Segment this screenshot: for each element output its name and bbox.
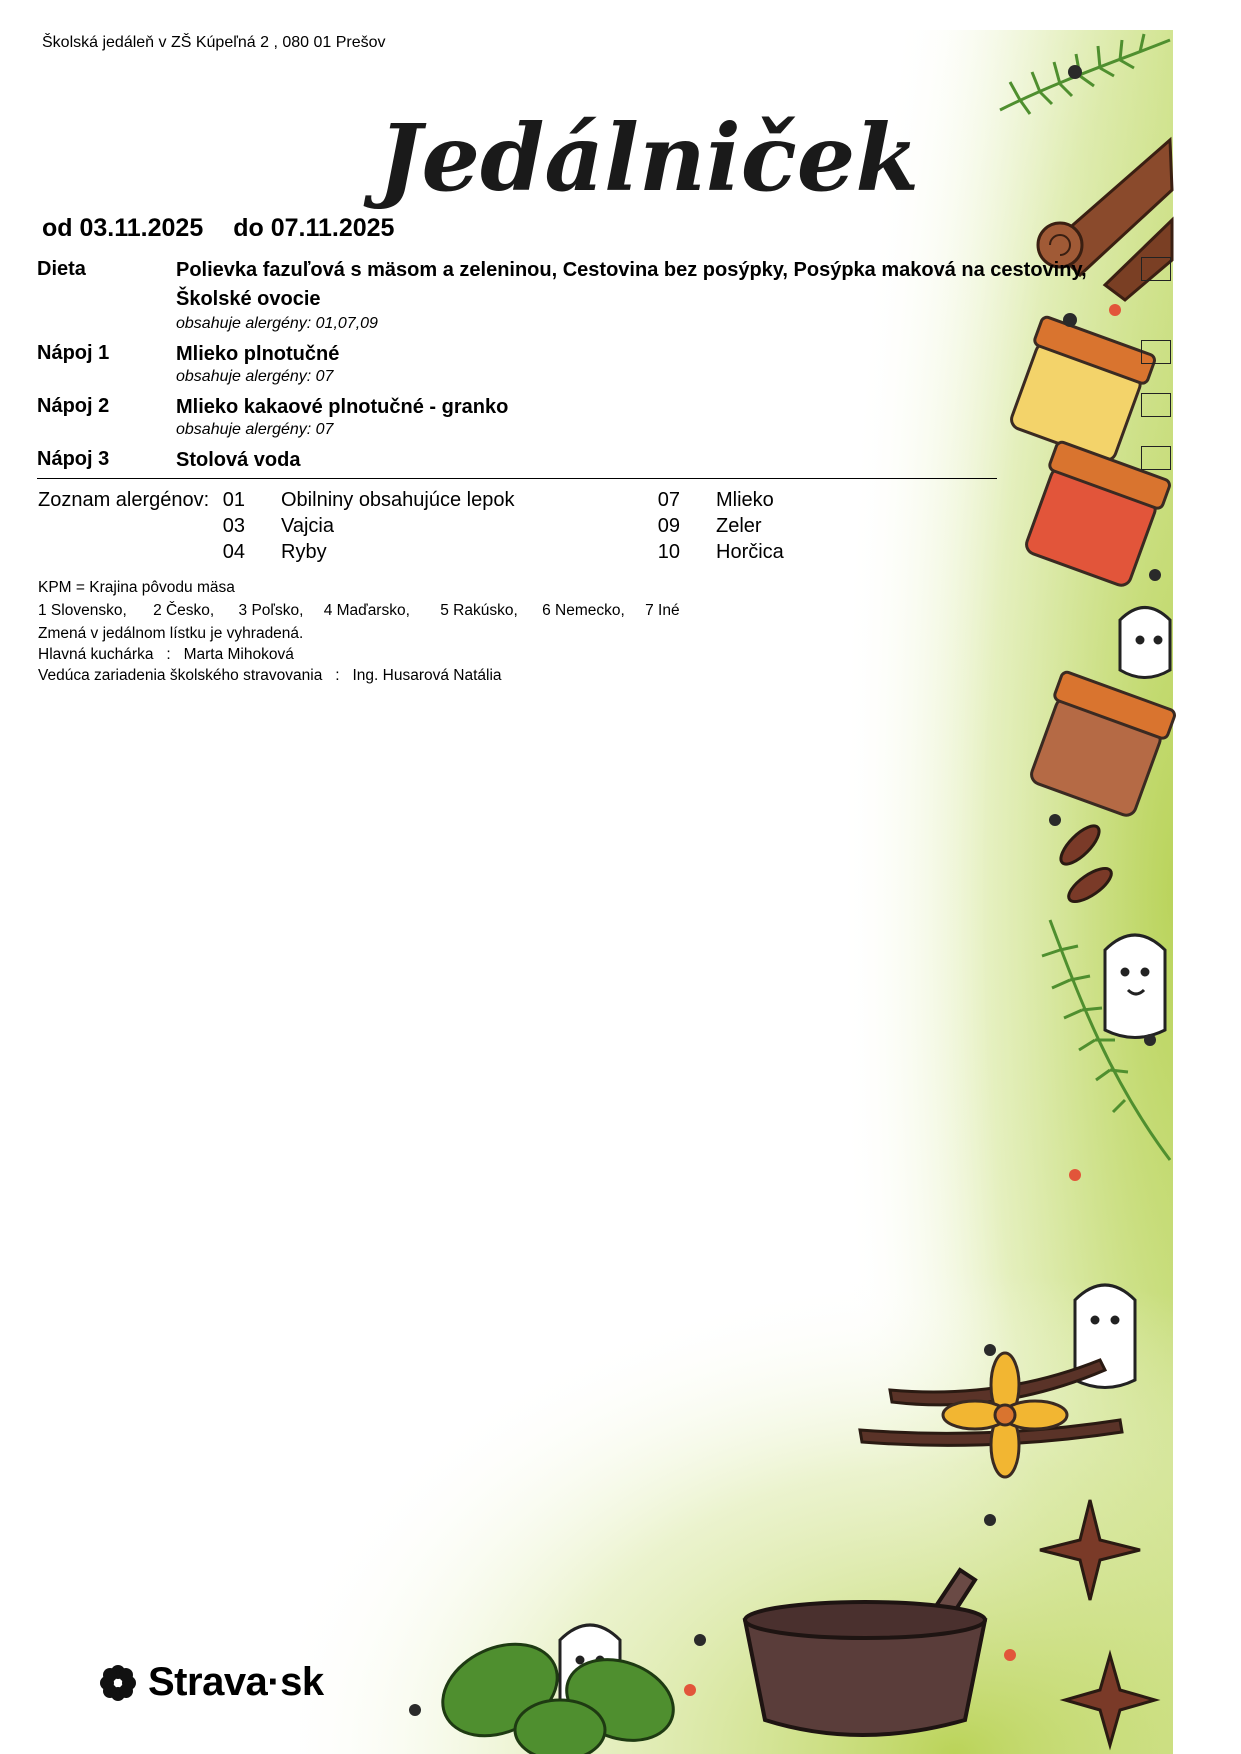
allergen-list-title: Zoznam alergénov: <box>38 489 210 511</box>
date-to: do 07.11.2025 <box>233 214 395 242</box>
menu-item-allergens: obsahuje alergény: 07 <box>176 368 334 385</box>
menu-title-text: Jedálniček <box>378 104 920 212</box>
menu-item-label: Nápoj 3 <box>37 448 110 470</box>
manager-name: Ing. Husarová Natália <box>352 667 502 684</box>
chef-line <box>38 646 294 664</box>
select-checkbox-napoj-1[interactable] <box>1141 340 1171 364</box>
select-checkbox-napoj-3[interactable] <box>1141 446 1171 470</box>
menu-item-text: Stolová voda <box>176 449 301 471</box>
allergen-code: 04 <box>222 541 245 563</box>
country-item: 4 Maďarsko, <box>323 602 410 619</box>
strava-logo <box>98 1660 324 1705</box>
chef-name: Marta Mihoková <box>183 646 294 663</box>
allergen-code: 07 <box>657 489 680 511</box>
country-item: 5 Rakúsko, <box>440 602 518 619</box>
manager-label: Vedúca zariadenia školského stravovania : <box>38 667 353 684</box>
allergen-name: Horčica <box>716 541 784 563</box>
flower-logo-icon <box>98 1663 138 1703</box>
menu-item-text: Mlieko kakaové plnotučné - granko <box>176 396 509 418</box>
menu-item-label: Nápoj 1 <box>37 342 110 364</box>
menu-item-label: Nápoj 2 <box>37 395 110 417</box>
menu-item-allergens: obsahuje alergény: 01,07,09 <box>176 315 378 332</box>
change-note: Zmená v jedálnom lístku je vyhradená. <box>38 625 304 642</box>
date-from: od 03.11.2025 <box>42 214 204 242</box>
select-checkbox-dieta[interactable] <box>1141 257 1171 281</box>
cute-character-icon <box>1120 608 1170 678</box>
country-item: 2 Česko, <box>153 602 215 619</box>
menu-item-text-line2: Školské ovocie <box>176 288 321 310</box>
country-item: 7 Iné <box>645 602 680 619</box>
country-item: 3 Poľsko, <box>238 602 304 619</box>
menu-item-text: Mlieko plnotučné <box>176 343 340 365</box>
kpm-note: KPM = Krajina pôvodu mäsa <box>38 579 235 596</box>
allergen-code: 09 <box>657 515 680 537</box>
menu-title <box>378 90 920 230</box>
logo-text: Strava·sk <box>148 1660 324 1704</box>
allergen-name: Obilniny obsahujúce lepok <box>281 489 515 511</box>
allergen-name: Ryby <box>281 541 327 563</box>
chef-label: Hlavná kuchárka : <box>38 646 184 663</box>
allergen-code: 10 <box>657 541 680 563</box>
school-name: Školská jedáleň v ZŠ Kúpeľná 2 , 080 01 Prešov <box>42 34 386 51</box>
date-range <box>42 214 394 243</box>
select-checkbox-napoj-2[interactable] <box>1141 393 1171 417</box>
manager-line <box>38 667 502 685</box>
section-divider <box>37 478 997 479</box>
cute-character-icon <box>1105 935 1165 1038</box>
allergen-name: Mlieko <box>716 489 774 511</box>
menu-item-allergens: obsahuje alergény: 07 <box>176 421 334 438</box>
allergen-name: Vajcia <box>281 515 334 537</box>
menu-item-label: Dieta <box>37 258 86 280</box>
country-item: 6 Nemecko, <box>542 602 625 619</box>
allergen-code: 03 <box>222 515 245 537</box>
allergen-name: Zeler <box>716 515 762 537</box>
country-list <box>38 602 680 620</box>
country-item: 1 Slovensko, <box>38 602 127 619</box>
menu-item-text: Polievka fazuľová s mäsom a zeleninou, Cestovina bez posýpky, Posýpka maková na cestoviny, <box>176 259 1087 281</box>
allergen-code: 01 <box>222 489 245 511</box>
